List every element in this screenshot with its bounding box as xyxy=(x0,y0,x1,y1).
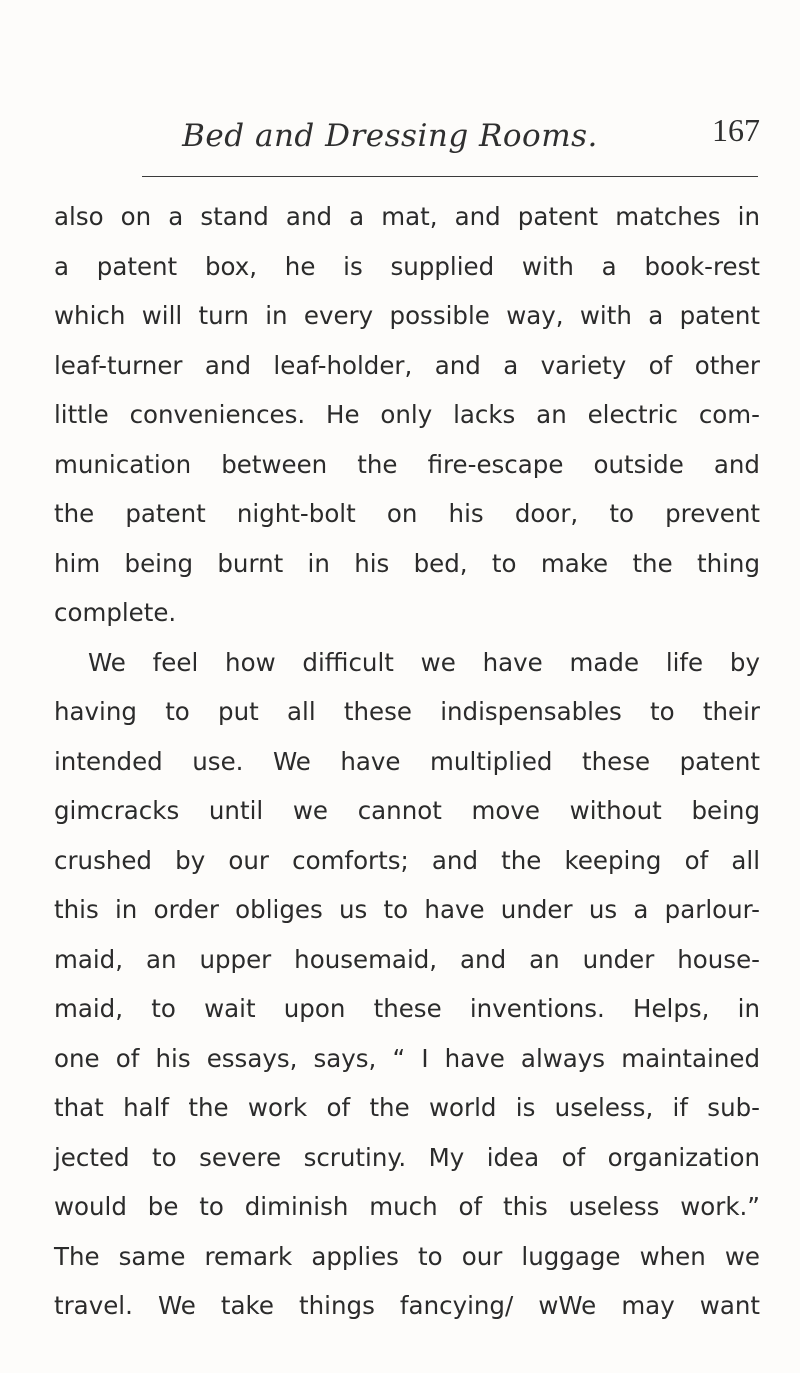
text-line: little conveniences. He only lacks an electric com- xyxy=(54,400,760,429)
text-line: one of his essays, says, “ I have always maintained xyxy=(54,1043,760,1073)
text-line: crushed by our comforts; and the keeping of all xyxy=(54,845,760,875)
header-rule xyxy=(142,176,758,177)
text-line: leaf-turner and leaf-holder, and a variety of other xyxy=(54,350,760,380)
text-line: intended use. We have multiplied these patent xyxy=(54,746,760,776)
text-line: travel. We take things fancying/ wWe may want xyxy=(54,1291,760,1320)
running-title: Bed and Dressing Rooms. xyxy=(182,118,598,154)
text-line: that half the work of the world is useless, if sub- xyxy=(54,1093,760,1122)
text-line: would be to diminish much of this useless work.” xyxy=(54,1192,760,1221)
text-line: munication between the fire-escape outside and xyxy=(54,449,760,479)
running-head xyxy=(120,112,760,168)
text-line: this in order obliges us to have under us a parlour- xyxy=(54,895,760,924)
text-line: also on a stand and a mat, and patent matches in xyxy=(54,202,760,231)
text-line: jected to severe scrutiny. My idea of organization xyxy=(54,1142,760,1172)
text-line: the patent night-bolt on his door, to prevent xyxy=(54,499,760,528)
text-line: The same remark applies to our luggage when we xyxy=(54,1241,760,1271)
text-line: maid, an upper housemaid, and an under house- xyxy=(54,944,760,974)
text-line: maid, to wait upon these inventions. Helps, in xyxy=(54,994,760,1023)
text-line: a patent box, he is supplied with a book-rest xyxy=(54,251,760,281)
text-line: which will turn in every possible way, with a patent xyxy=(54,301,760,330)
page-number: 167 xyxy=(712,112,760,148)
body-text xyxy=(54,192,760,1331)
text-line: complete. xyxy=(54,598,177,627)
text-line: him being burnt in his bed, to make the thing xyxy=(54,548,760,578)
text-line: having to put all these indispensables to their xyxy=(54,697,760,726)
paragraph-start-line: We feel how difficult we have made life by xyxy=(88,647,760,677)
text-line: gimcracks until we cannot move without being xyxy=(54,796,760,825)
